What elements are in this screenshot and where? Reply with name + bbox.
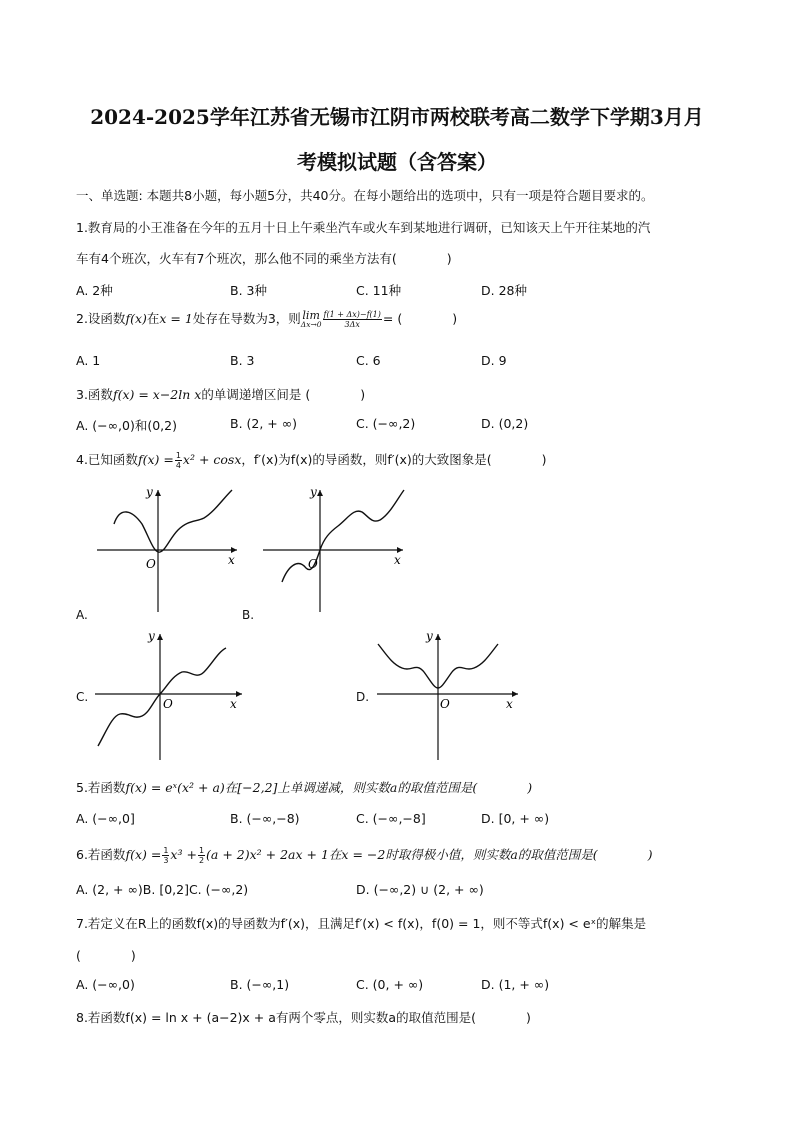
q1-option-b: B. 3种	[230, 283, 267, 298]
graph-a-origin: O	[146, 557, 156, 571]
q3-expr: f(x) = x−2ln x	[112, 387, 202, 402]
q7-stem-line2: ( )	[76, 948, 136, 963]
q2-option-d: D. 9	[481, 353, 507, 368]
graph-d-x-label: x	[506, 697, 513, 711]
graph-b-x-label: x	[394, 553, 401, 567]
q2-prefix: 2.设函数	[76, 311, 126, 326]
q2-fx: f(x)	[125, 311, 147, 326]
q2-stem	[76, 309, 457, 329]
q5-option-c: C. (−∞,−8]	[356, 811, 426, 826]
q3-prefix: 3.函数	[76, 387, 113, 402]
q6-frac2-num: 1	[198, 846, 205, 855]
q3-option-c: C. (−∞,2)	[356, 416, 416, 431]
q4-graph-a	[92, 482, 242, 617]
graph-a-curve	[114, 490, 232, 552]
q6-frac1-num: 1	[163, 846, 169, 855]
q4-label-b: B.	[242, 608, 255, 622]
section-heading: 一、单选题: 本题共8小题，每小题5分，共40分。在每小题给出的选项中，只有一项是符合题目要求的。	[76, 188, 654, 203]
q7-option-b: B. (−∞,1)	[230, 977, 290, 992]
q2-fraction	[323, 310, 382, 329]
q6-fx: f(x) =	[125, 847, 162, 862]
q2-x1: x = 1	[159, 311, 193, 326]
q6-prefix: 6.若函数	[76, 847, 126, 862]
q5-stem	[76, 778, 532, 796]
q4-frac-den: 4	[175, 461, 181, 470]
q5-option-d: D. [0, + ∞)	[481, 811, 550, 826]
exam-title-line2: 考模拟试题（含答案）	[297, 150, 497, 174]
exam-title-line1: 2024-2025学年江苏省无锡市江阴市两校联考高二数学下学期3月月	[90, 105, 704, 129]
graph-c-curve	[98, 648, 226, 746]
graph-a-y-label: y	[146, 485, 153, 499]
q2-frac-num: f(1 + Δx)−f(1)	[323, 310, 381, 319]
q2-mid2: 处存在导数为3，则	[192, 311, 301, 326]
q4-fraction	[175, 451, 182, 470]
q2-frac-den: 3Δx	[344, 320, 360, 329]
q4-label-a: A.	[76, 608, 88, 622]
q4-stem	[76, 450, 547, 470]
q7-option-d: D. (1, + ∞)	[481, 977, 550, 992]
q1-option-a: A. 2种	[76, 283, 113, 298]
graph-b-origin: O	[308, 557, 318, 571]
q7-option-a: A. (−∞,0)	[76, 977, 135, 992]
q2-lim-word: lim	[302, 309, 320, 322]
q2-option-b: B. 3	[230, 353, 255, 368]
q4-graph-c	[90, 628, 250, 763]
graph-b-curve	[282, 490, 404, 582]
q5-option-a: A. (−∞,0]	[76, 811, 135, 826]
q2-mid1: 在	[146, 311, 160, 326]
q2-option-c: C. 6	[356, 353, 381, 368]
q3-option-a: A. (−∞,0)和(0,2)	[76, 418, 177, 433]
graph-c-x-label: x	[230, 697, 237, 711]
q4-label-d: D.	[356, 690, 370, 704]
q4-label-c: C.	[76, 690, 89, 704]
q8-stem: 8.若函数f(x) = ln x + (a−2)x + a有两个零点，则实数a的取值范围是( )	[76, 1010, 531, 1025]
q6-frac1-den: 3	[163, 856, 169, 865]
q6-fraction-1	[162, 846, 169, 865]
q2-suffix: = ( )	[382, 311, 458, 326]
q2-lim-sub: Δx→0	[300, 320, 322, 329]
q3-option-b: B. (2, + ∞)	[230, 416, 298, 431]
q4-fx: f(x) =	[137, 452, 174, 467]
graph-c-y-label: y	[148, 629, 155, 643]
q4-frac-num: 1	[175, 451, 181, 460]
q1-stem-line2: 车有4个班次，火车有7个班次，那么他不同的乘坐方法有( )	[76, 251, 452, 266]
q5-expr: f(x) = eˣ(x² + a)在[−2,2]上单调递减，则实数a的取值范围是( )	[125, 780, 533, 795]
q1-stem-line1: 1.教育局的小王准备在今年的五月十日上午乘坐汽车或火车到某地进行调研，已知该天上午开往某地的汽	[76, 220, 651, 235]
q7-stem-line1: 7.若定义在R上的函数f(x)的导函数为f′(x)，且满足f′(x) < f(x)，f(0) = 1，则不等式f(x) < eˣ的解集是	[76, 916, 647, 931]
q3-option-d: D. (0,2)	[481, 416, 529, 431]
q1-option-c: C. 11种	[356, 283, 402, 298]
graph-d-origin: O	[440, 697, 450, 711]
q6-option-d: D. (−∞,2) ∪ (2, + ∞)	[356, 882, 484, 897]
q4-graph-b	[258, 482, 408, 617]
q5-prefix: 5.若函数	[76, 780, 126, 795]
q4-mid: ，f′(x)为f(x)的导函数，则f′(x)的大致图象是( )	[241, 452, 547, 467]
q2-option-a: A. 1	[76, 353, 101, 368]
q2-limit	[301, 310, 322, 329]
q6-part2: (a + 2)x² + 2ax + 1在x = −2时取得极小值，则实数a的取值范围是( )	[206, 847, 653, 862]
q4-graph-d	[372, 628, 522, 763]
q6-stem	[76, 845, 653, 865]
graph-c-origin: O	[163, 697, 173, 711]
q6-fraction-2	[198, 846, 205, 865]
q4-prefix: 4.已知函数	[76, 452, 138, 467]
q3-stem	[76, 385, 365, 403]
q4-tail: x² + cosx	[182, 452, 242, 467]
graph-d-y-label: y	[426, 629, 433, 643]
graph-b-y-label: y	[310, 485, 317, 499]
graph-a-x-label: x	[228, 553, 235, 567]
q5-option-b: B. (−∞,−8)	[230, 811, 300, 826]
q6-options-abc: A. (2, + ∞)B. [0,2]C. (−∞,2)	[76, 882, 249, 897]
q3-suffix: 的单调递增区间是 ( )	[201, 387, 366, 402]
q6-frac2-den: 2	[198, 856, 205, 865]
q7-option-c: C. (0, + ∞)	[356, 977, 424, 992]
q6-part1: x³ +	[170, 847, 197, 862]
q1-option-d: D. 28种	[481, 283, 527, 298]
